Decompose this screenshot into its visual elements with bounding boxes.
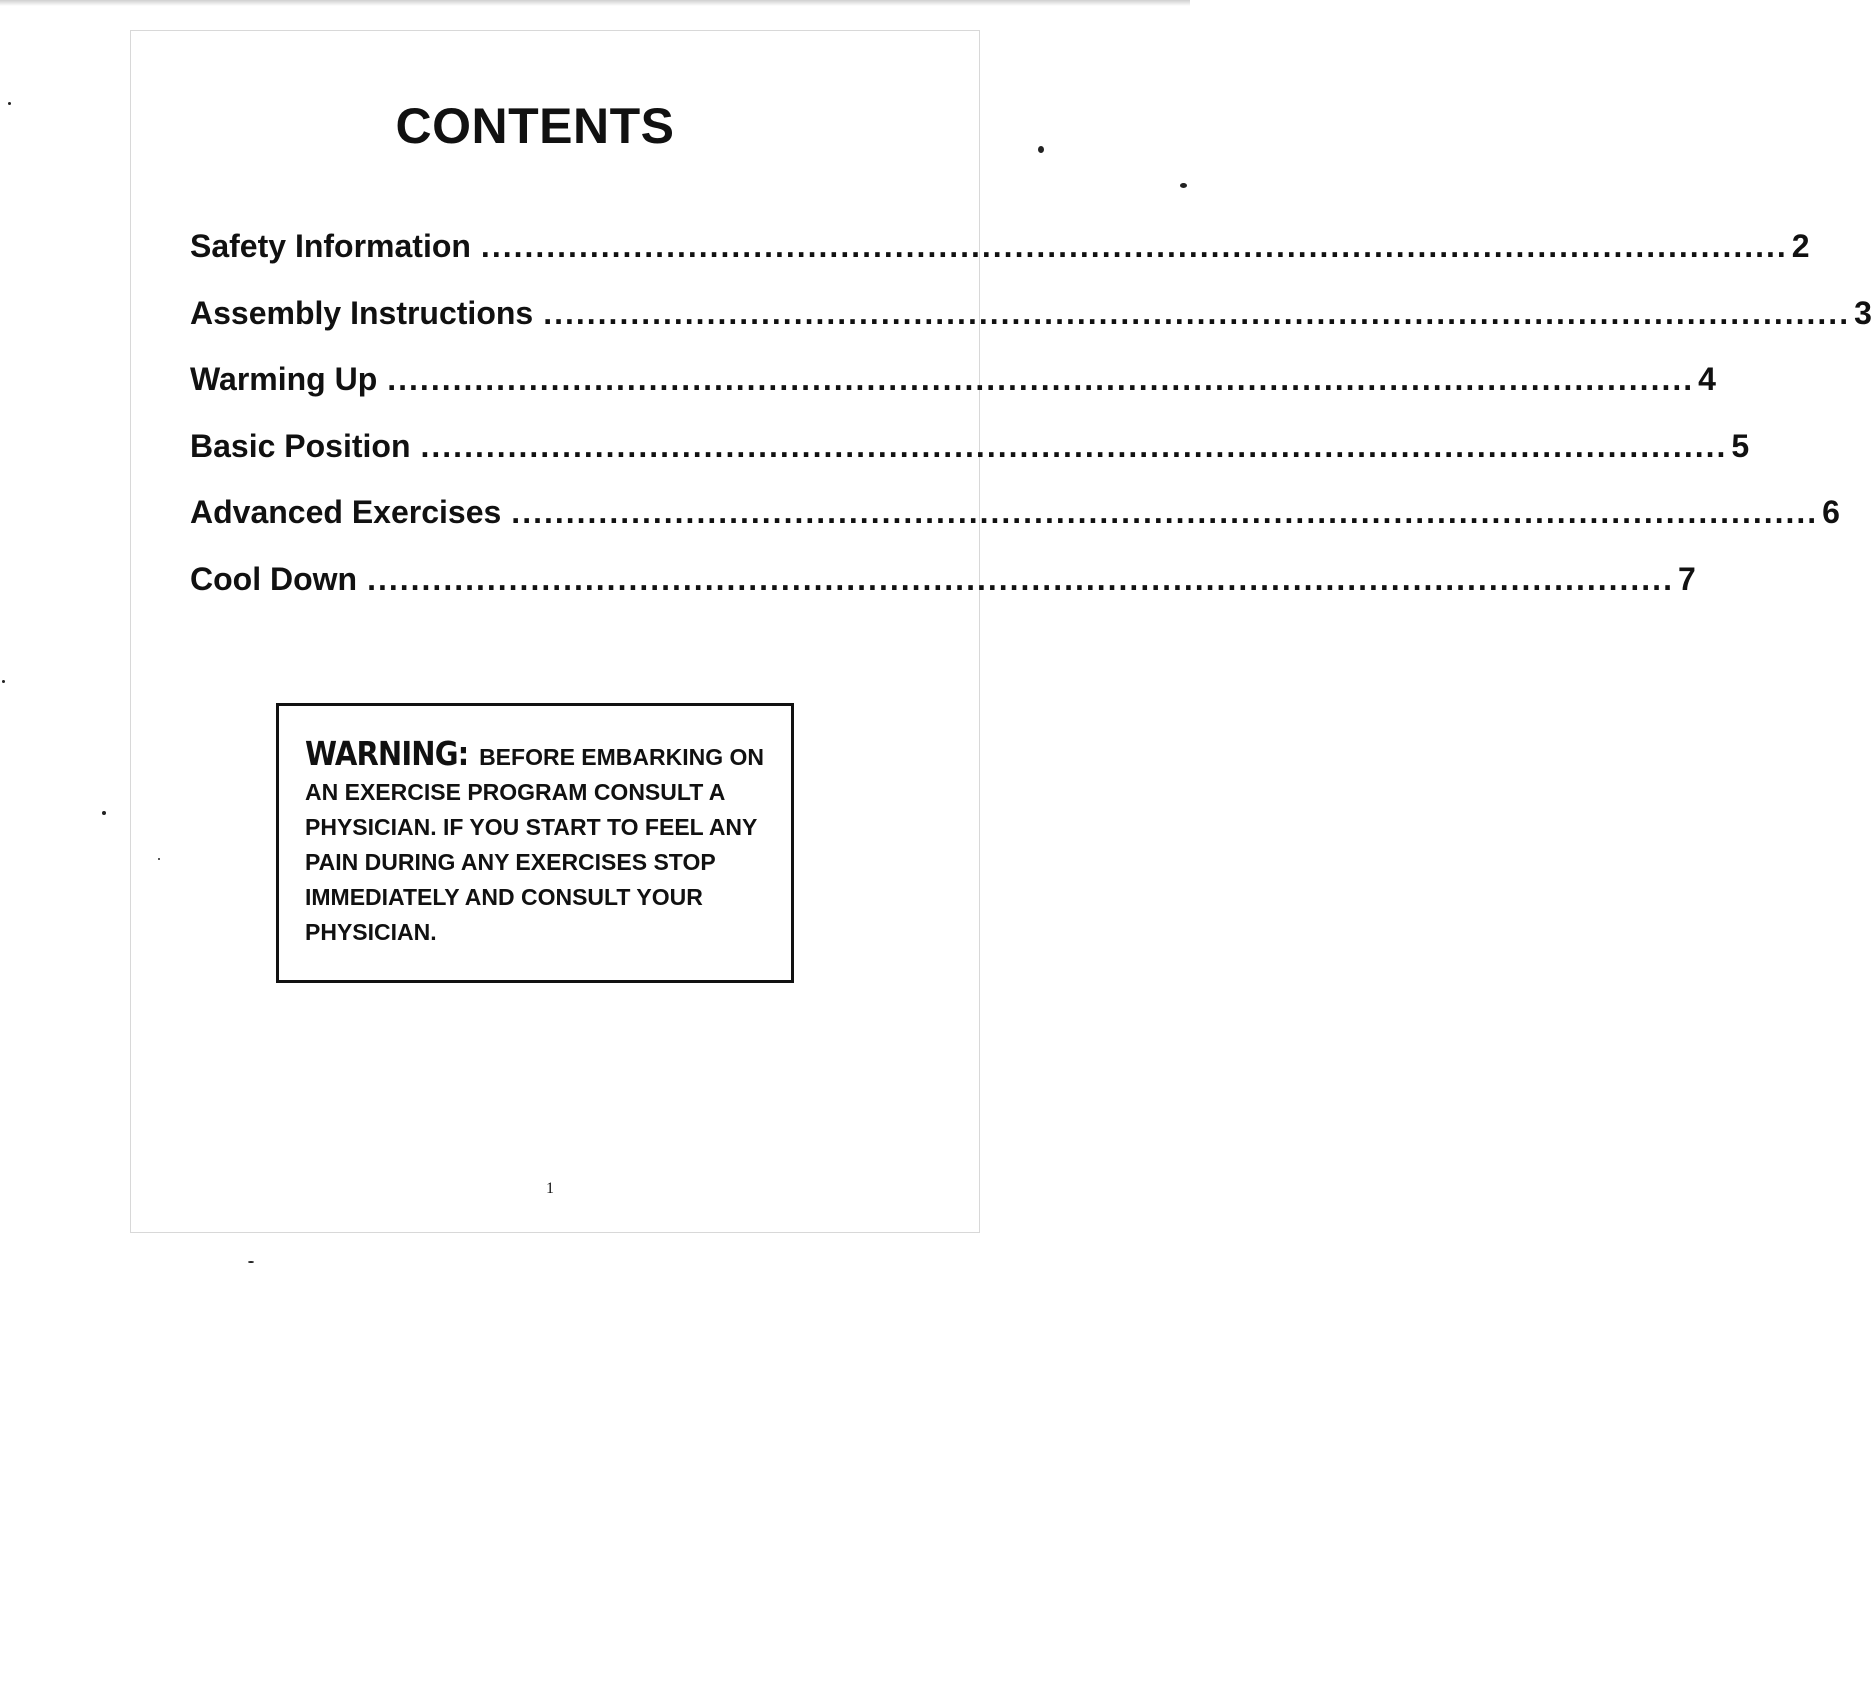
toc-leader-dots: ........................................................................................................................ bbox=[420, 427, 1728, 464]
toc-entry bbox=[190, 494, 1840, 561]
scan-speck bbox=[2, 680, 5, 683]
scan-speck bbox=[102, 811, 106, 815]
toc-entry bbox=[190, 560, 1696, 628]
toc-leader-dots: ........................................................................................................................ bbox=[543, 294, 1851, 331]
scan-speck bbox=[248, 1261, 254, 1263]
page-number: 1 bbox=[546, 1180, 554, 1197]
toc-entry-page: 7 bbox=[1677, 560, 1696, 597]
toc-entry-page: 2 bbox=[1791, 228, 1810, 264]
scan-speck bbox=[1038, 146, 1044, 153]
toc-entry-label: Warming Up bbox=[190, 361, 378, 397]
warning-body: BEFORE EMBARKING ON AN EXERCISE PROGRAM CONSULT A PHYSICIAN. IF YOU START TO FEEL ANY PAIN DURING ANY EXERCISES STOP IMMEDIATELY AND CONSULT YOUR PHYSICIAN. bbox=[305, 744, 765, 945]
toc-entry-page: 5 bbox=[1731, 427, 1750, 464]
scan-speck bbox=[8, 102, 11, 105]
toc-entry-label: Cool Down bbox=[190, 560, 358, 597]
toc-entry-label: Safety Information bbox=[190, 228, 471, 264]
booklet-page bbox=[130, 30, 980, 1233]
table-of-contents bbox=[190, 228, 1872, 627]
toc-entry-label: Basic Position bbox=[190, 427, 411, 464]
scan-speck bbox=[158, 858, 160, 860]
toc-entry bbox=[190, 361, 1716, 428]
page-title: CONTENTS bbox=[395, 98, 675, 154]
warning-text bbox=[305, 736, 771, 950]
toc-entry-page: 4 bbox=[1698, 361, 1716, 397]
scan-edge bbox=[0, 0, 1190, 6]
toc-entry-label: Assembly Instructions bbox=[190, 294, 534, 331]
toc-leader-dots: ........................................................................................................................ bbox=[480, 228, 1788, 264]
scan-speck bbox=[1180, 183, 1187, 188]
toc-leader-dots: ........................................................................................................................ bbox=[367, 560, 1674, 597]
toc-entry-label: Advanced Exercises bbox=[190, 494, 502, 530]
toc-entry-page: 3 bbox=[1854, 294, 1872, 331]
warning-heading: WARNING: bbox=[305, 734, 469, 773]
toc-entry bbox=[190, 427, 1750, 495]
toc-leader-dots: ........................................................................................................................ bbox=[511, 494, 1819, 530]
toc-entry bbox=[190, 228, 1810, 295]
toc-entry-page: 6 bbox=[1822, 494, 1840, 530]
warning-box bbox=[276, 703, 794, 983]
toc-entry bbox=[190, 294, 1872, 362]
toc-leader-dots: ........................................................................................................................ bbox=[387, 361, 1695, 397]
